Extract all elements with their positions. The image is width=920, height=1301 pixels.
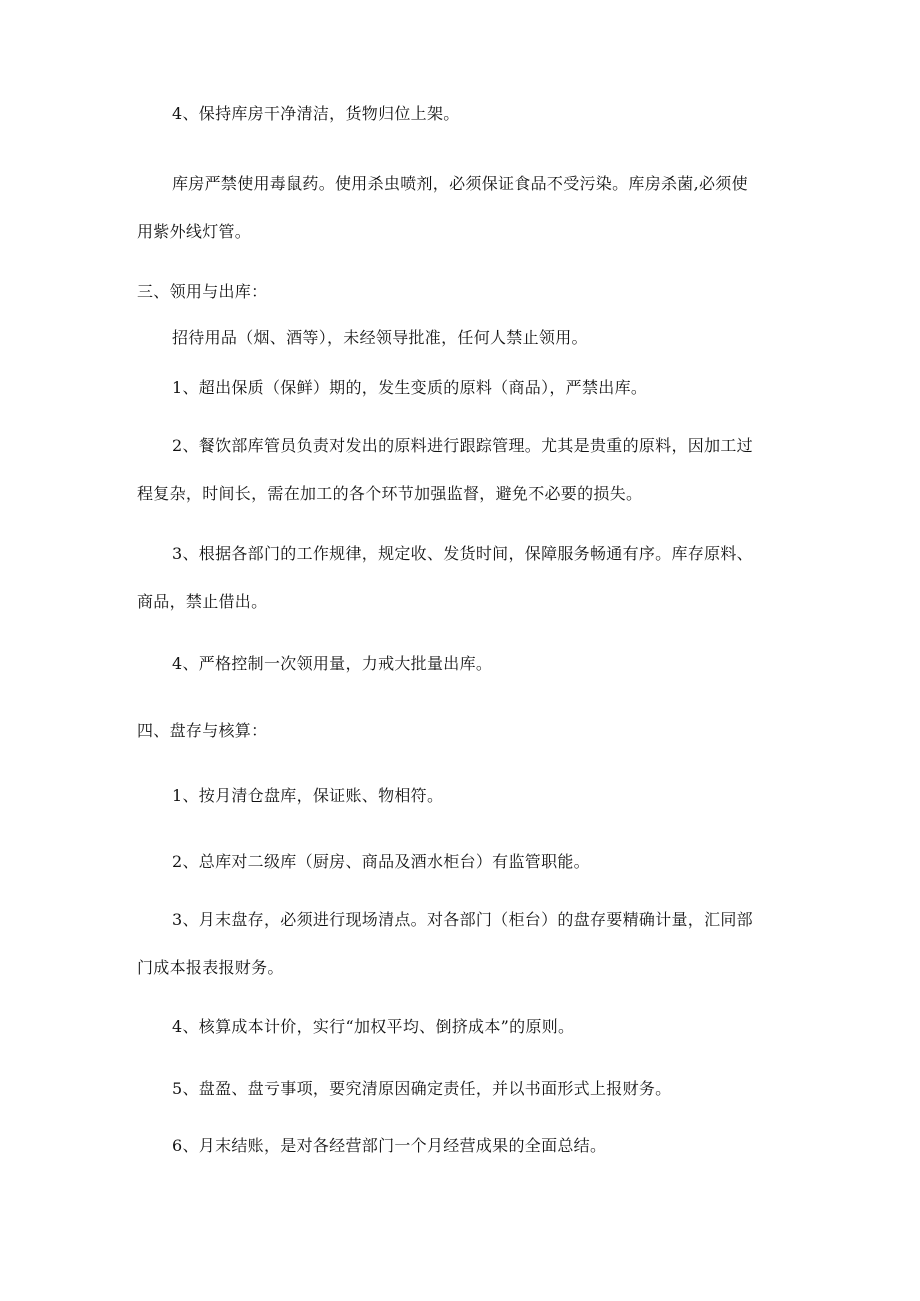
- section-4-item-4: 4、核算成本计价，实行“加权平均、倒挤成本”的原则。: [172, 1017, 575, 1036]
- section-3-item-4: 4、严格控制一次领用量，力戒大批量出库。: [172, 654, 493, 673]
- section-4-item-3-line-1: 3、月末盘存，必须进行现场清点。对各部门（柜台）的盘存要精确计量，汇同部: [172, 910, 753, 929]
- section-4-item-6: 6、月末结账，是对各经营部门一个月经营成果的全面总结。: [172, 1136, 607, 1155]
- section-3-item-2-line-2: 程复杂，时间长，需在加工的各个环节加强监督，避免不必要的损失。: [137, 484, 643, 503]
- section-3-item-1: 1、超出保质（保鲜）期的，发生变质的原料（商品），严禁出库。: [172, 378, 648, 397]
- section-4-item-1: 1、按月清仓盘库，保证账、物相符。: [172, 786, 444, 805]
- section-3-intro: 招待用品（烟、酒等），未经领导批准，任何人禁止领用。: [172, 328, 588, 347]
- section-3-heading: 三、领用与出库：: [137, 282, 268, 301]
- section-4-item-2: 2、总库对二级库（厨房、商品及酒水柜台）有监管职能。: [172, 852, 590, 871]
- section-4-item-3-line-2: 门成本报表报财务。: [137, 958, 284, 977]
- section-3-item-3-line-2: 商品，禁止借出。: [137, 592, 268, 611]
- storage-item-4: 4、保持库房干净清洁，货物归位上架。: [172, 104, 460, 123]
- pest-control-paragraph-line-2: 用紫外线灯管。: [137, 222, 252, 241]
- section-4-item-5: 5、盘盈、盘亏事项，要究清原因确定责任，并以书面形式上报财务。: [172, 1079, 672, 1098]
- section-4-heading: 四、盘存与核算：: [137, 721, 268, 740]
- section-3-item-3-line-1: 3、根据各部门的工作规律，规定收、发货时间，保障服务畅通有序。库存原料、: [172, 544, 753, 563]
- section-3-item-2-line-1: 2、餐饮部库管员负责对发出的原料进行跟踪管理。尤其是贵重的原料，因加工过: [172, 436, 753, 455]
- pest-control-paragraph-line-1: 库房严禁使用毒鼠药。使用杀虫喷剂，必须保证食品不受污染。库房杀菌,必须使: [172, 174, 748, 193]
